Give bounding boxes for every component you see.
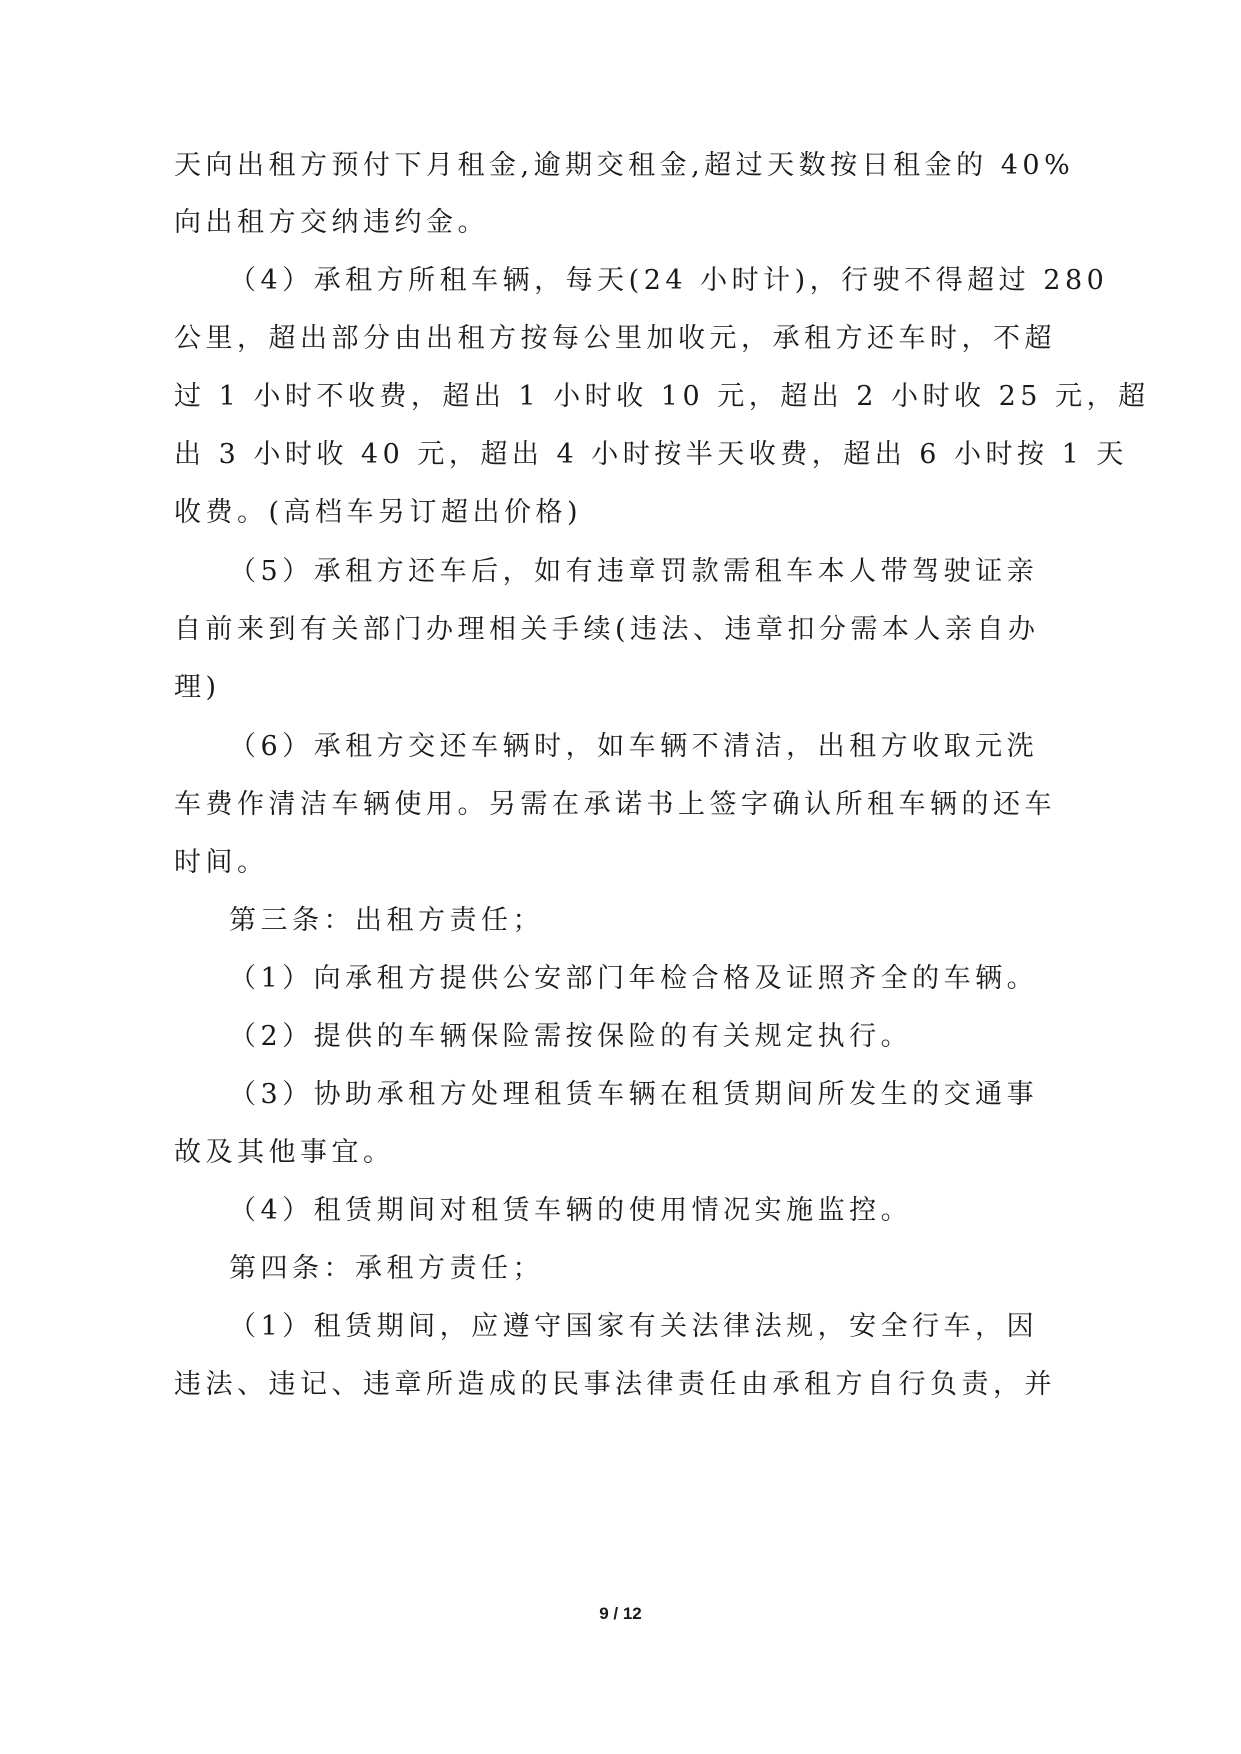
text-line: 过 1 小时不收费，超出 1 小时收 10 元，超出 2 小时收 25 元，超 (174, 381, 1150, 412)
section-heading: 第四条：承租方责任； (229, 1253, 544, 1284)
text-line: （1）租赁期间，应遵守国家有关法律法规，安全行车，因 (229, 1311, 1039, 1342)
page-number: 9 / 12 (599, 1604, 642, 1623)
text-line: （4）承租方所租车辆，每天(24 小时计)，行驶不得超过 280 (229, 265, 1109, 296)
text-line: 出 3 小时收 40 元，超出 4 小时按半天收费，超出 6 小时按 1 天 (174, 439, 1128, 470)
text-line: （4）租赁期间对租赁车辆的使用情况实施监控。 (229, 1195, 913, 1226)
text-line: 向出租方交纳违约金。 (174, 207, 489, 238)
text-line: 车费作清洁车辆使用。另需在承诺书上签字确认所租车辆的还车 (174, 789, 1056, 820)
text-line: （5）承租方还车后，如有违章罚款需租车本人带驾驶证亲 (229, 556, 1039, 587)
text-line: 故及其他事宜。 (174, 1137, 395, 1168)
text-line: （6）承租方交还车辆时，如车辆不清洁，出租方收取元洗 (229, 731, 1039, 762)
text-line: 自前来到有关部门办理相关手续(违法、违章扣分需本人亲自办 (174, 614, 1040, 645)
text-line: （2）提供的车辆保险需按保险的有关规定执行。 (229, 1021, 913, 1052)
text-line: （1）向承租方提供公安部门年检合格及证照齐全的车辆。 (229, 963, 1039, 994)
text-line: 公里，超出部分由出租方按每公里加收元，承租方还车时，不超 (174, 323, 1056, 354)
text-line: 理) (174, 672, 221, 703)
text-line: 违法、违记、违章所造成的民事法律责任由承租方自行负责，并 (174, 1369, 1056, 1400)
section-heading: 第三条：出租方责任； (229, 905, 544, 936)
text-line: 天向出租方预付下月租金,逾期交租金,超过天数按日租金的 40% (174, 150, 1075, 181)
text-line: 时间。 (174, 847, 269, 878)
text-line: 收费。(高档车另订超出价格) (174, 497, 583, 528)
text-line: （3）协助承租方处理租赁车辆在租赁期间所发生的交通事 (229, 1079, 1039, 1110)
